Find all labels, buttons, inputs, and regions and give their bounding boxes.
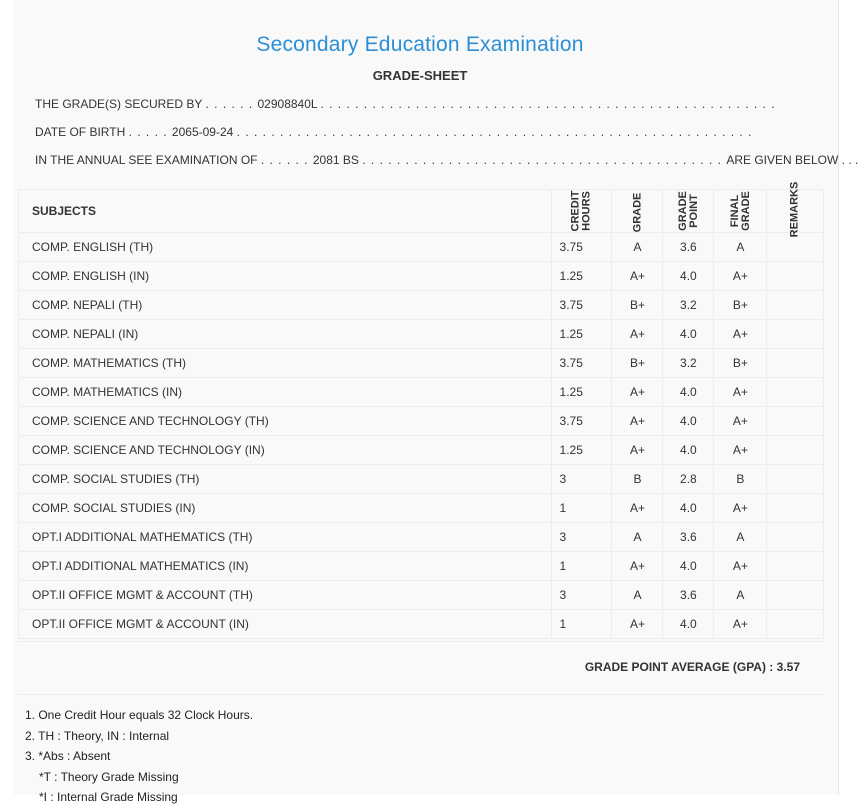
header-grade-point: GRADE POINT [663,190,714,233]
cell-grade-point: 4.0 [663,262,714,291]
cell-subject: OPT.II OFFICE MGMT & ACCOUNT (TH) [19,581,552,610]
cell-grade-point: 3.2 [663,291,714,320]
cell-final-grade: A+ [714,320,767,349]
cell-subject: COMP. ENGLISH (IN) [19,262,552,291]
cell-credit-hours: 1.25 [551,378,612,407]
cell-subject: OPT.II OFFICE MGMT & ACCOUNT (IN) [19,610,552,639]
cell-subject: COMP. NEPALI (IN) [19,320,552,349]
cell-final-grade: A [714,233,767,262]
dob-label: DATE OF BIRTH [35,125,126,139]
cell-final-grade: A+ [714,262,767,291]
cell-grade-point: 4.0 [663,407,714,436]
note-item: *I : Internal Grade Missing [39,790,178,804]
cell-grade-point: 3.6 [663,523,714,552]
cell-credit-hours: 3 [551,581,612,610]
cell-grade-point: 3.6 [663,233,714,262]
cell-credit-hours: 1 [551,494,612,523]
cell-grade-point: 4.0 [663,494,714,523]
cell-subject: COMP. SCIENCE AND TECHNOLOGY (IN) [19,436,552,465]
cell-remarks [767,407,824,436]
table-row [19,407,824,436]
cell-remarks [767,349,824,378]
cell-credit-hours: 1.25 [551,262,612,291]
cell-grade: A+ [612,436,663,465]
cell-grade-point: 4.0 [663,436,714,465]
cell-final-grade: A+ [714,552,767,581]
dob-value: 2065-09-24 [171,125,234,139]
secured-by-label: THE GRADE(S) SECURED BY [35,97,203,111]
table-row [19,494,824,523]
table-row [19,465,824,494]
cell-subject: OPT.I ADDITIONAL MATHEMATICS (IN) [19,552,552,581]
cell-credit-hours: 3.75 [551,349,612,378]
cell-grade-point: 4.0 [663,552,714,581]
cell-remarks [767,320,824,349]
cell-credit-hours: 3 [551,523,612,552]
cell-final-grade: A+ [714,378,767,407]
cell-grade-point: 4.0 [663,378,714,407]
exam-line: IN THE ANNUAL SEE EXAMINATION OF . . . . . . 2081 BS . . . . . . . . . . . . . . . . . . . . . . . . . . . . . . . . . . . . . . . . . . ARE GIVEN BELOW . . . [35,153,858,167]
cell-grade: A+ [612,262,663,291]
header-grade: GRADE [612,190,663,233]
note-item: 3. *Abs : Absent [25,749,111,763]
cell-grade: A [612,581,663,610]
cell-grade: A+ [612,320,663,349]
note-item: 2. TH : Theory, IN : Internal [25,728,170,743]
cell-remarks [767,494,824,523]
cell-credit-hours: 1 [551,610,612,639]
cell-final-grade: B [714,465,767,494]
header-subjects: SUBJECTS [19,190,552,233]
cell-subject: COMP. SOCIAL STUDIES (TH) [19,465,552,494]
cell-remarks [767,523,824,552]
cell-credit-hours: 3.75 [551,233,612,262]
grades-table [18,181,824,639]
notes [25,705,253,808]
cell-final-grade: B+ [714,291,767,320]
page-subtitle: GRADE-SHEET [372,68,468,83]
page-title: Secondary Education Examination [256,33,584,56]
table-row [19,233,824,262]
cell-remarks [767,465,824,494]
cell-remarks [767,436,824,465]
cell-grade-point: 2.8 [663,465,714,494]
table-row [19,552,824,581]
cell-grade-point: 3.6 [663,581,714,610]
gpa-value: 3.57 [776,660,800,674]
cell-final-grade: A+ [714,494,767,523]
cell-remarks [767,552,824,581]
table-row [19,262,824,291]
cell-final-grade: A+ [714,407,767,436]
cell-grade: A+ [612,378,663,407]
table-row [19,320,824,349]
note-item: *T : Theory Grade Missing [39,769,179,784]
table-row [19,610,824,639]
header-remarks: REMARKS [767,190,824,233]
gpa-summary [585,660,800,674]
cell-grade: B+ [612,349,663,378]
table-header-row [19,190,824,233]
cell-subject: COMP. NEPALI (TH) [19,291,552,320]
cell-credit-hours: 3 [551,465,612,494]
cell-final-grade: B+ [714,349,767,378]
header-credit-hours: CREDIT HOURS [551,190,612,233]
dob-line: DATE OF BIRTH . . . . . 2065-09-24 . . . . . . . . . . . . . . . . . . . . . . . . . . . . . . . . . . . . . . . . . . . . . . . . . . . . . . . . . . . . [35,125,753,139]
symbol-number: 02908840L [257,97,318,111]
cell-grade: A+ [612,552,663,581]
cell-final-grade: A [714,523,767,552]
header-final-grade: FINAL GRADE [714,190,767,233]
cell-subject: COMP. MATHEMATICS (IN) [19,378,552,407]
table-row [19,378,824,407]
secured-by-line: THE GRADE(S) SECURED BY . . . . . . 02908840L . . . . . . . . . . . . . . . . . . . . . . . . . . . . . . . . . . . . . . . . . . . . . . . . . . . . . [35,97,776,111]
cell-remarks [767,581,824,610]
cell-subject: COMP. MATHEMATICS (TH) [19,349,552,378]
cell-grade: B+ [612,291,663,320]
cell-grade-point: 4.0 [663,320,714,349]
cell-grade: A [612,523,663,552]
cell-credit-hours: 3.75 [551,291,612,320]
cell-grade: A+ [612,494,663,523]
cell-credit-hours: 1.25 [551,320,612,349]
cell-final-grade: A+ [714,436,767,465]
table-row [19,436,824,465]
cell-remarks [767,291,824,320]
cell-remarks [767,378,824,407]
cell-remarks [767,262,824,291]
table-row [19,581,824,610]
note-item: 1. One Credit Hour equals 32 Clock Hours. [25,708,254,722]
cell-subject: COMP. ENGLISH (TH) [19,233,552,262]
cell-subject: COMP. SOCIAL STUDIES (IN) [19,494,552,523]
cell-subject: OPT.I ADDITIONAL MATHEMATICS (TH) [19,523,552,552]
given-below: ARE GIVEN BELOW . . . [726,153,858,167]
table-row [19,349,824,378]
gpa-row [18,641,824,695]
cell-final-grade: A+ [714,610,767,639]
cell-grade: A+ [612,407,663,436]
table-row [19,523,824,552]
cell-grade: B [612,465,663,494]
cell-credit-hours: 3.75 [551,407,612,436]
cell-remarks [767,610,824,639]
cell-grade: A+ [612,610,663,639]
cell-grade-point: 4.0 [663,610,714,639]
cell-grade: A [612,233,663,262]
table-row [19,291,824,320]
exam-year: 2081 BS [312,153,359,167]
cell-credit-hours: 1.25 [551,436,612,465]
gpa-label: GRADE POINT AVERAGE (GPA) : [584,660,774,674]
cell-credit-hours: 1 [551,552,612,581]
cell-grade-point: 3.2 [663,349,714,378]
exam-label: IN THE ANNUAL SEE EXAMINATION OF [35,153,258,167]
cell-final-grade: A [714,581,767,610]
cell-subject: COMP. SCIENCE AND TECHNOLOGY (TH) [19,407,552,436]
